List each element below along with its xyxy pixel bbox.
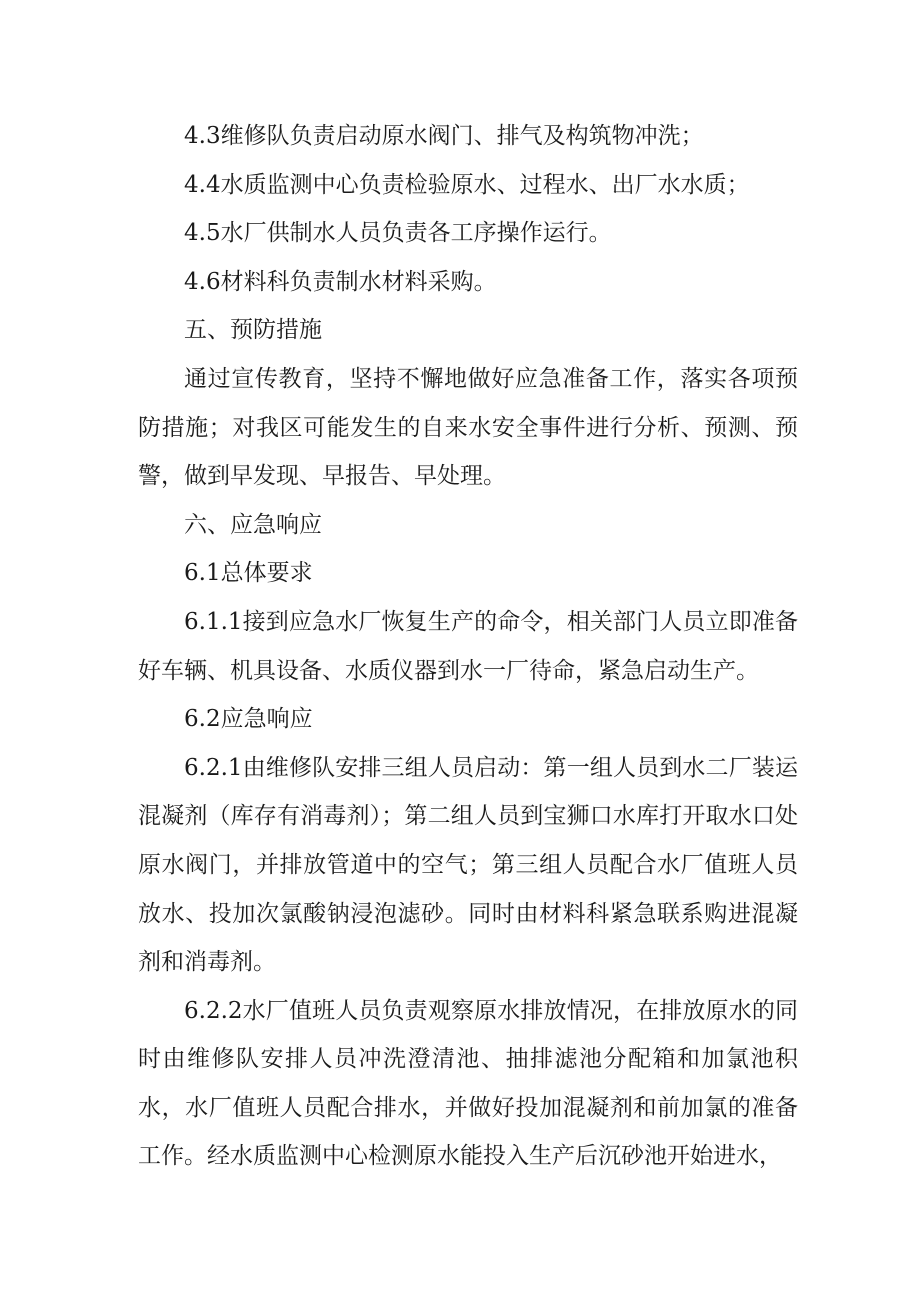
document-body — [138, 112, 798, 1181]
subheading-6-2: 6.2应急响应 — [184, 706, 313, 733]
paragraph-6-2-1: 6.2.1由维修队安排三组人员启动：第一组人员到水二厂装运混凝剂（库存有消毒剂）；第二组人员到宝狮口水库打开取水口处原水阀门，并排放管道中的空气；第三组人员配合水厂值班人员放水、投加次氯酸钠浸泡滤砂。同时由材料科紧急联系购进混凝剂和消毒剂。 — [138, 754, 798, 976]
paragraph-prevention: 通过宣传教育，坚持不懈地做好应急准备工作，落实各项预防措施；对我区可能发生的自来水安全事件进行分析、预测、预警，做到早发现、早报告、早处理。 — [138, 365, 798, 490]
paragraph-4-4: 4.4水质监测中心负责检验原水、过程水、出厂水水质； — [184, 171, 750, 198]
section-heading-5: 五、预防措施 — [184, 317, 322, 344]
subheading-6-1: 6.1总体要求 — [184, 560, 313, 587]
paragraph-6-1-1: 6.1.1接到应急水厂恢复生产的命令，相关部门人员立即准备好车辆、机具设备、水质仪器到水一厂待命，紧急启动生产。 — [138, 608, 798, 684]
paragraph-4-6: 4.6材料科负责制水材料采购。 — [184, 268, 497, 295]
paragraph-4-5: 4.5水厂供制水人员负责各工序操作运行。 — [184, 220, 612, 247]
section-heading-6: 六、应急响应 — [184, 511, 322, 538]
paragraph-6-2-2: 6.2.2水厂值班人员负责观察原水排放情况，在排放原水的同时由维修队安排人员冲洗澄清池、抽排滤池分配箱和加氯池积水，水厂值班人员配合排水，并做好投加混凝剂和前加氯的准备工作。经水质监测中心检测原水能投入生产后沉砂池开始进水， — [138, 997, 798, 1170]
paragraph-4-3: 4.3维修队负责启动原水阀门、排气及构筑物冲洗； — [184, 123, 704, 149]
